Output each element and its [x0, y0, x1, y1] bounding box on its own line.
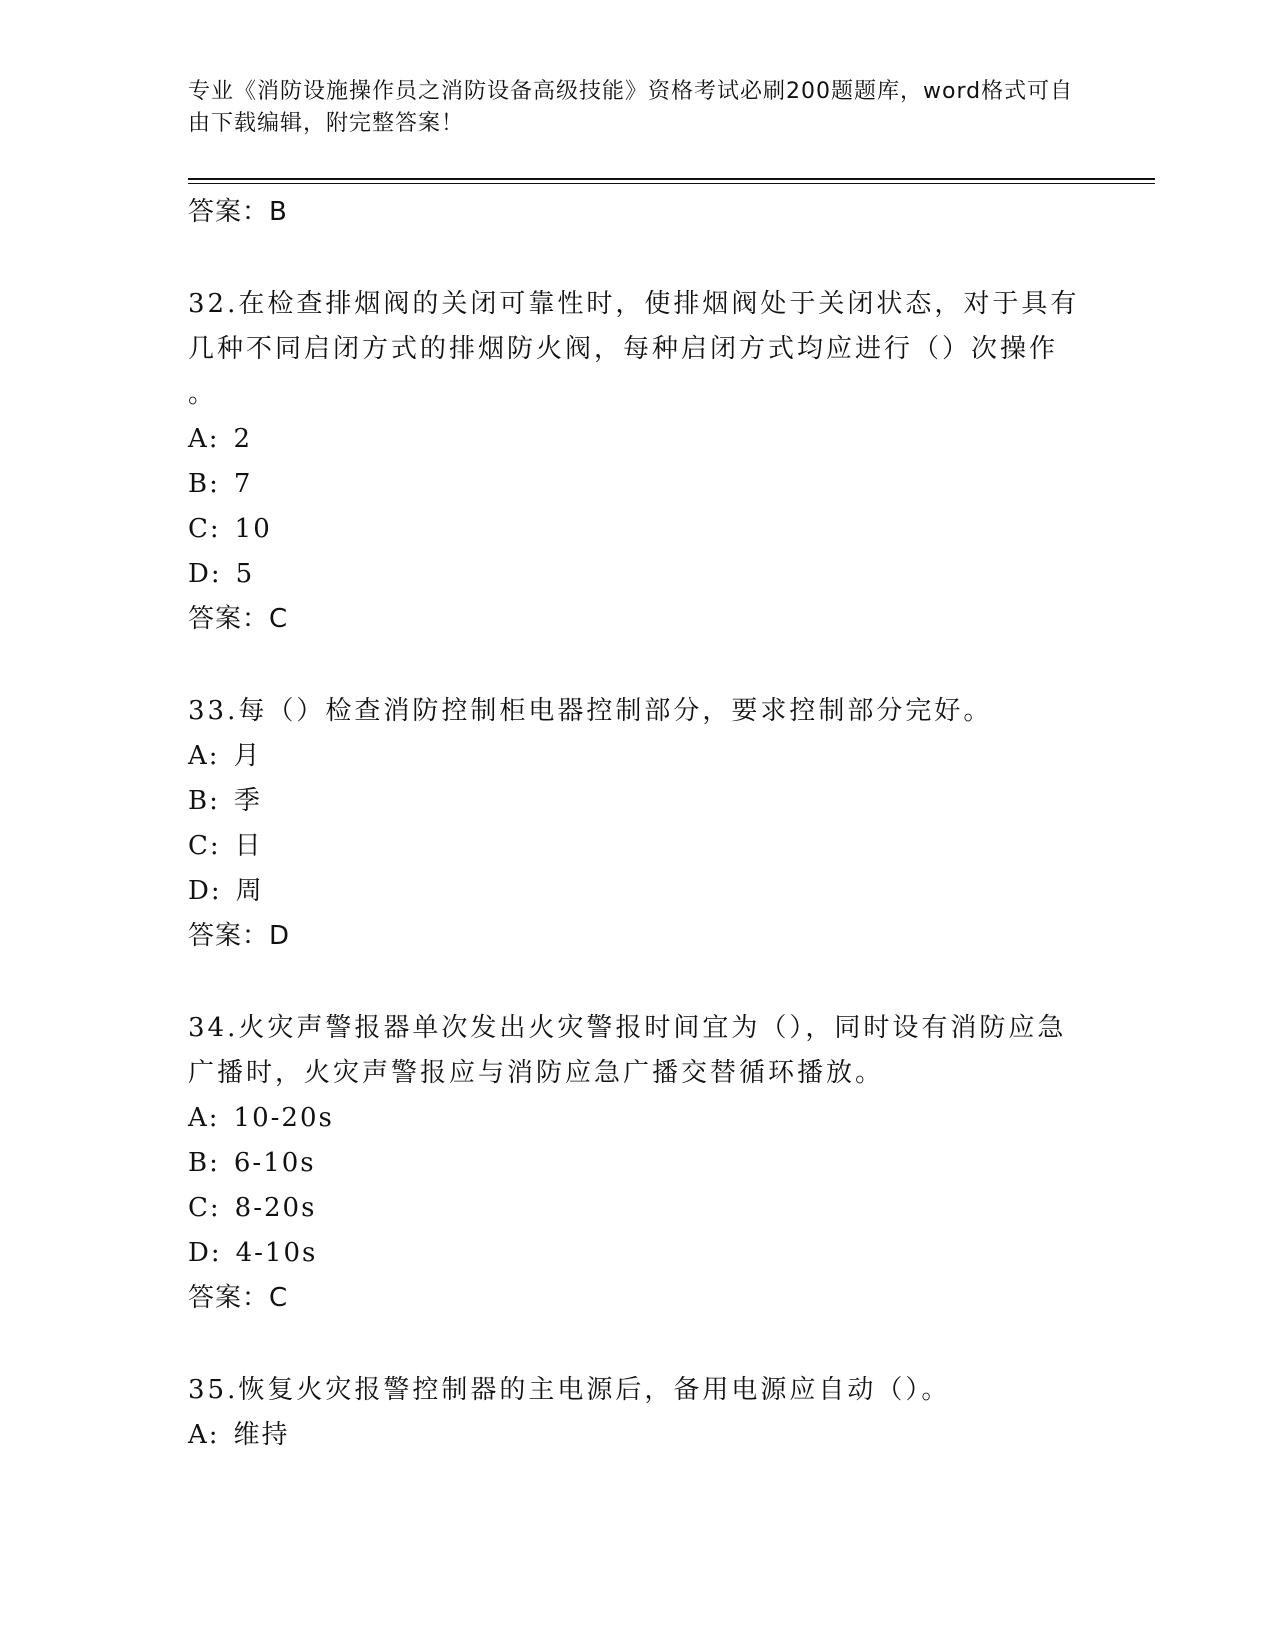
question-text	[188, 282, 1088, 417]
option-value: 季	[233, 786, 262, 816]
option-value: 日	[234, 831, 263, 861]
answer-line: 答案：C	[188, 1283, 289, 1313]
option-b	[188, 462, 1088, 507]
question-text	[188, 1368, 1088, 1413]
option-label: D:	[188, 1238, 222, 1268]
option-c	[188, 1186, 1088, 1231]
option-value: 2	[233, 424, 253, 454]
option-value: 5	[235, 559, 255, 589]
question-34	[188, 1006, 1088, 1320]
option-d	[188, 1231, 1088, 1276]
option-label: A:	[188, 424, 220, 454]
question-line: 32.在检查排烟阀的关闭可靠性时，使排烟阀处于关闭状态，对于具有	[188, 289, 1080, 319]
option-label: C:	[188, 514, 221, 544]
option-a	[188, 1413, 1088, 1458]
answer-line: 答案：C	[188, 604, 289, 634]
option-value: 周	[235, 876, 264, 906]
option-value: 10	[234, 514, 272, 544]
header-rule-thin	[188, 183, 1155, 184]
option-label: D:	[188, 559, 222, 589]
question-text	[188, 1006, 1088, 1096]
question-line: 33.每（）检查消防控制柜电器控制部分，要求控制部分完好。	[188, 696, 993, 726]
option-value: 10-20s	[233, 1103, 334, 1133]
option-value: 6-10s	[233, 1148, 316, 1178]
option-d	[188, 552, 1088, 597]
question-line: 几种不同启闭方式的排烟防火阀，每种启闭方式均应进行（）次操作	[188, 334, 1059, 364]
answer-line: 答案：D	[188, 921, 291, 951]
option-a	[188, 1096, 1088, 1141]
option-label: A:	[188, 741, 220, 771]
question-35	[188, 1368, 1088, 1458]
option-b	[188, 1141, 1088, 1186]
question-line: 广播时，火灾声警报应与消防应急广播交替循环播放。	[188, 1058, 885, 1088]
answer-line: 答案：B	[188, 197, 288, 227]
question-list	[188, 190, 1088, 1458]
option-label: D:	[188, 876, 222, 906]
question-32	[188, 282, 1088, 641]
question-line: 。	[188, 379, 218, 409]
option-c	[188, 507, 1088, 552]
option-value: 7	[233, 469, 253, 499]
option-value: 月	[233, 741, 262, 771]
question-line: 35.恢复火灾报警控制器的主电源后，备用电源应自动（）。	[188, 1375, 951, 1405]
question-text	[188, 689, 1088, 734]
option-value: 维持	[233, 1420, 290, 1450]
option-a	[188, 734, 1088, 779]
option-label: A:	[188, 1103, 220, 1133]
question-line: 34.火灾声警报器单次发出火灾警报时间宜为（），同时设有消防应急	[188, 1013, 1067, 1043]
option-label: A:	[188, 1420, 220, 1450]
option-label: B:	[188, 1148, 220, 1178]
option-b	[188, 779, 1088, 824]
option-label: C:	[188, 1193, 221, 1223]
option-value: 8-20s	[234, 1193, 317, 1223]
option-label: C:	[188, 831, 221, 861]
option-value: 4-10s	[235, 1238, 318, 1268]
option-d	[188, 869, 1088, 914]
option-a	[188, 417, 1088, 462]
option-c	[188, 824, 1088, 869]
option-label: B:	[188, 786, 220, 816]
question-33	[188, 689, 1088, 958]
document-header: 专业《消防设施操作员之消防设备高级技能》资格考试必刷200题题库，word格式可自由下载编辑，附完整答案！	[188, 79, 1074, 136]
header-rule-thick	[188, 178, 1155, 180]
option-label: B:	[188, 469, 220, 499]
